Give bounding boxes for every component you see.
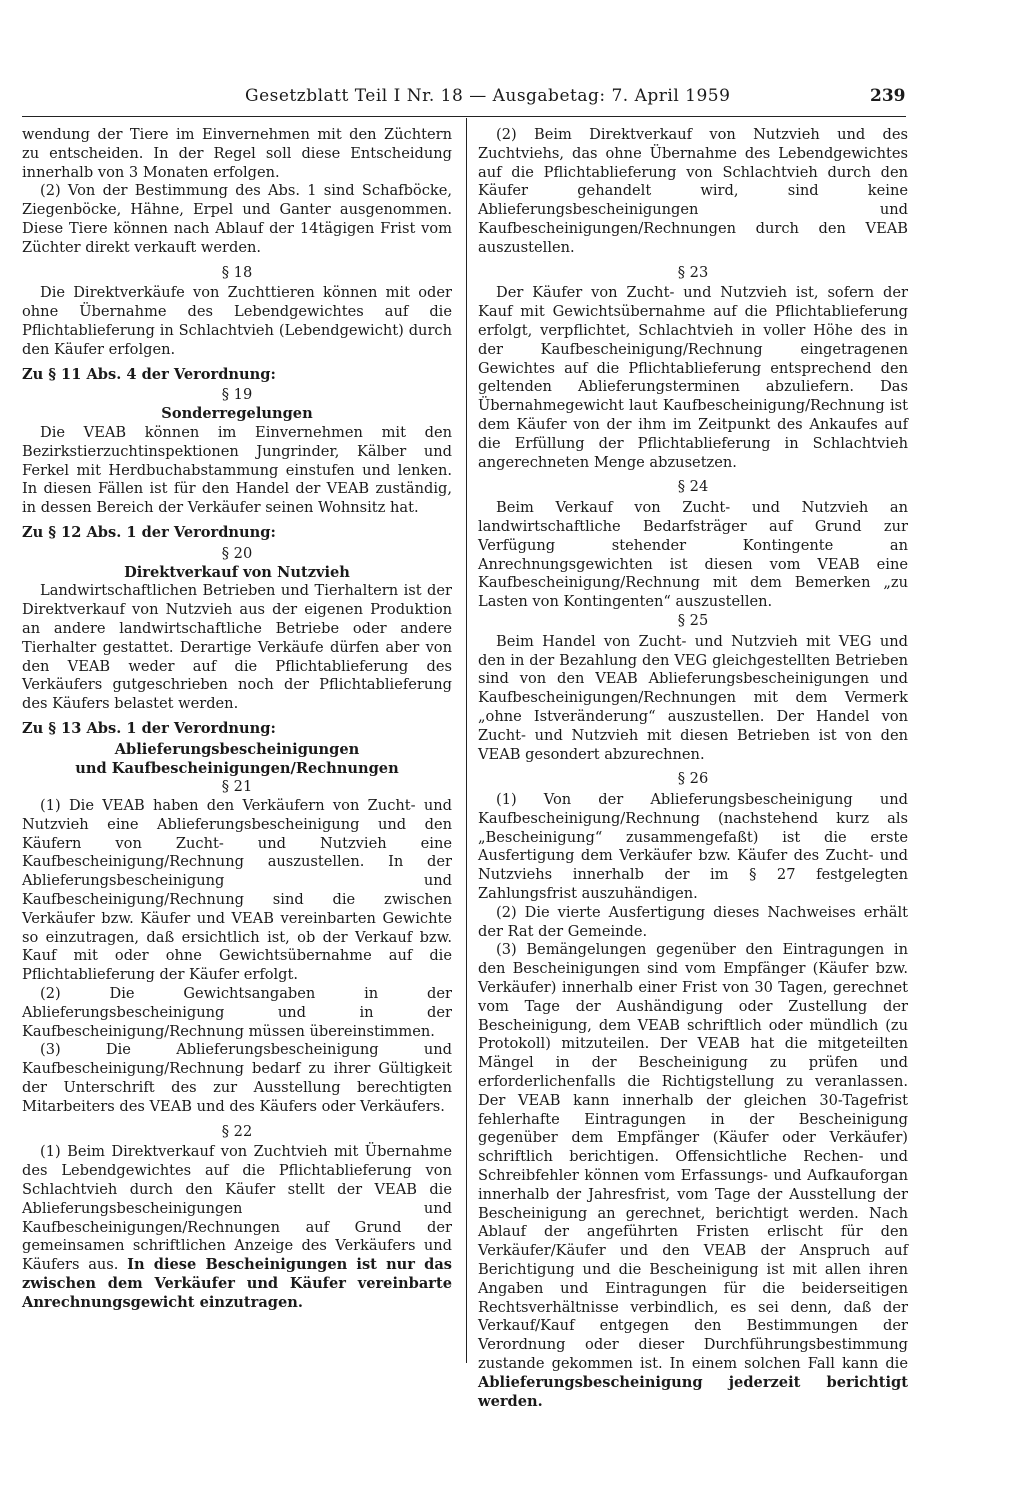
page-header	[0, 86, 1024, 116]
section-20-title: Direktverkauf von Nutzvieh	[124, 563, 350, 581]
zu-11-heading: Zu § 11 Abs. 4 der Verordnung:	[22, 365, 276, 383]
section-26-paragraph-1: (1) Von der Ablieferungsbescheinigung und Kaufbescheinigung/Rechnung (nachstehend kurz als „Bescheinigung“ zusammengefaßt) ist die erste Ausfertigung dem Verkäufer bzw. Käufer des Zucht- und Nutzviehs innerhalb der im § 27 festgelegten Zahlungsfrist auszuhändigen.	[478, 791, 908, 903]
column-divider	[466, 118, 467, 1363]
right-column	[478, 126, 908, 1411]
section-20-number: § 20	[221, 544, 253, 562]
section-21-number: § 21	[221, 778, 253, 796]
paragraph-continuation: wendung der Tiere im Einvernehmen mit den Züchtern zu entscheiden. In der Regel soll diese Entscheidung innerhalb von 3 Monaten erfolgen.	[22, 126, 452, 181]
section-21-paragraph-1: (1) Die VEAB haben den Verkäufern von Zucht- und Nutzvieh eine Ablieferungsbescheinigung und den Käufern von Zucht- und Nutzvieh eine Kaufbescheinigung/Rechnung auszustellen. In der Ablieferungsbescheinigung und Kaufbescheinigung/Rechnung sind die zwischen Verkäufer bzw. Käufer und VEAB vereinbarten Gewichte so einzutragen, daß ersichtlich ist, ob der Verkauf bzw. Kauf mit oder ohne Gewichtsübernahme auf die Pflichtablieferung der Käufer erfolgt.	[22, 797, 452, 984]
section-22-paragraph-1	[22, 1143, 452, 1312]
section-19-title: Sonderregelungen	[161, 405, 313, 423]
section-22-paragraph-1-text: (1) Beim Direktverkauf von Zuchtvieh mit Übernahme des Lebendgewichtes auf die Pflichtablieferung von Schlachtvieh durch den Käufer stellt der VEAB die Ablieferungsbescheinigungen und Kaufbescheinigungen/Rechnungen auf Grund der gemeinsamen schriftlichen Anzeige des Verkäufers und Käufers aus.	[22, 1143, 452, 1274]
section-22-paragraph-2: (2) Beim Direktverkauf von Nutzvieh und des Zuchtviehs, das ohne Übernahme des Lebendgewichtes auf die Pflichtablieferung von Schlachtvieh durch den Käufer gehandelt wird, sind keine Ablieferungsbescheinigungen und Kaufbescheinigungen/Rechnungen durch den VEAB auszustellen.	[478, 126, 908, 256]
section-24-number: § 24	[677, 478, 709, 496]
page-number: 239	[870, 86, 906, 106]
section-26-number: § 26	[677, 770, 709, 788]
section-21-paragraph-2: (2) Die Gewichtsangaben in der Ablieferungsbescheinigung und in der Kaufbescheinigung/Rechnung müssen übereinstimmen.	[22, 985, 452, 1040]
left-column	[22, 126, 452, 1313]
section-19-text: Die VEAB können im Einvernehmen mit den Bezirkstierzuchtinspektionen Jungrinder, Kälber und Ferkel mit Herdbuchabstammung einstufen und lenken. In diesen Fällen ist für den Handel der VEAB zuständig, in dessen Bereich der Verkäufer seinen Wohnsitz hat.	[22, 423, 452, 517]
zu-13-heading: Zu § 13 Abs. 1 der Verordnung:	[22, 719, 276, 737]
section-22-paragraph-1-bold: In diese Bescheinigungen ist nur das zwischen dem Verkäufer und Käufer vereinbarte Anrechnungsgewicht einzutragen.	[22, 1256, 453, 1311]
section-26-paragraph-3-bold: Ablieferungsbescheinigung jederzeit berichtigt werden.	[478, 1373, 908, 1410]
paragraph-2: (2) Von der Bestimmung des Abs. 1 sind Schafböcke, Ziegenböcke, Hähne, Erpel und Ganter ausgenommen. Diese Tiere können nach Ablauf der 14tägigen Frist vom Züchter direkt verkauft werden.	[22, 182, 452, 256]
section-26-paragraph-3	[478, 941, 908, 1411]
section-25-text: Beim Handel von Zucht- und Nutzvieh mit VEG und den in der Bezahlung den VEG gleichgestellten Betrieben sind von den VEAB Ablieferungsbescheinigungen und Kaufbescheinigungen/Rechnungen mit dem Vermerk „ohne Istveränderung“ auszustellen. Der Handel von Zucht- und Nutzvieh mit diesen Betrieben ist von den VEAB gesondert abzurechnen.	[478, 632, 908, 763]
header-rule	[22, 116, 906, 117]
section-26-paragraph-2: (2) Die vierte Ausfertigung dieses Nachweises erhält der Rat der Gemeinde.	[478, 903, 908, 940]
section-19-number: § 19	[221, 386, 253, 404]
section-23-text: Der Käufer von Zucht- und Nutzvieh ist, sofern der Kauf mit Gewichtsübernahme auf die Pflichtablieferung erfolgt, verpflichtet, Schlachtvieh in voller Höhe des in der Kaufbescheinigung/Rechnung eingetragenen Gewichtes auf die Pflichtablieferung entsprechend den geltenden Ablieferungsterminen abzuliefern. Das Übernahmegewicht laut Kaufbescheinigung/Rechnung ist dem Käufer von der ihm im Zeitpunkt des Ankaufes auf die Erfüllung der Pflichtablieferung in Schlachtvieh angerechneten Menge abzusetzen.	[478, 284, 908, 471]
section-18-number: § 18	[221, 263, 253, 281]
section-24-text: Beim Verkauf von Zucht- und Nutzvieh an landwirtschaftliche Bedarfsträger auf Grund zur Verfügung stehender Kontingente an Anrechnungsgewichten ist diesen vom VEAB eine Kaufbescheinigung/Rechnung mit dem Bemerken „zu Lasten von Kontingenten“ auszustellen.	[478, 499, 908, 611]
section-23-number: § 23	[677, 263, 709, 281]
section-21-title-line1: Ablieferungsbescheinigungen	[114, 740, 360, 758]
zu-12-heading: Zu § 12 Abs. 1 der Verordnung:	[22, 523, 276, 541]
section-22-number: § 22	[221, 1122, 253, 1140]
header-title: Gesetzblatt Teil I Nr. 18 — Ausgabetag: 7. April 1959	[245, 86, 731, 106]
section-21-paragraph-3: (3) Die Ablieferungsbescheinigung und Kaufbescheinigung/Rechnung bedarf zu ihrer Gültigkeit der Unterschrift des zur Ausstellung berechtigten Mitarbeiters des VEAB und des Käufers oder Verkäufers.	[22, 1041, 452, 1115]
section-25-number: § 25	[677, 611, 709, 629]
section-21-title-line2: und Kaufbescheinigungen/Rechnungen	[75, 759, 399, 777]
section-20-text: Landwirtschaftlichen Betrieben und Tierhaltern ist der Direktverkauf von Nutzvieh aus der eigenen Produktion an andere landwirtschaftliche Betriebe oder andere Tierhalter gestattet. Derartige Verkäufe dürfen aber von den VEAB weder auf die Pflichtablieferung des Verkäufers gutgeschrieben noch der Pflichtablieferung des Käufers belastet werden.	[22, 582, 452, 713]
section-18-text: Die Direktverkäufe von Zuchttieren können mit oder ohne Übernahme des Lebendgewichtes auf die Pflichtablieferung in Schlachtvieh (Lebendgewicht) durch den Käufer erfolgen.	[22, 284, 452, 358]
section-26-paragraph-3-text: (3) Bemängelungen gegenüber den Eintragungen in den Bescheinigungen sind vom Empfänger (Käufer bzw. Verkäufer) innerhalb einer Frist von 30 Tagen, gerechnet vom Tage der Aushändigung oder Zustellung der Bescheinigung, dem VEAB schriftlich oder mündlich (zu Protokoll) mitzuteilen. Der VEAB hat die mitgeteilten Mängel in der Bescheinigung zu prüfen und erforderlichenfalls die Richtigstellung zu veranlassen. Der VEAB kann innerhalb der gleichen 30-Tagefrist fehlerhafte Eintragungen in der Bescheinigung gegenüber dem Empfänger (Käufer oder Verkäufer) schriftlich berichtigen. Offensichtliche Rechen- und Schreibfehler können vom Erfassungs- und Aufkauforgan innerhalb der Jahresfrist, vom Tage der Ausstellung der Bescheinigung an gerechnet, berichtigt werden. Nach Ablauf der angeführten Fristen erlischt für den Verkäufer/Käufer und den VEAB der Anspruch auf Berichtigung und die Bescheinigung ist mit allen ihren Angaben und Eintragungen für die beiderseitigen Rechtsverhältnisse verbindlich, es sei denn, daß der Verkauf/Kauf entgegen den Bestimmungen der Verordnung oder dieser Durchführungsbestimmung zustande gekommen ist. In einem solchen Fall kann die	[478, 941, 908, 1372]
